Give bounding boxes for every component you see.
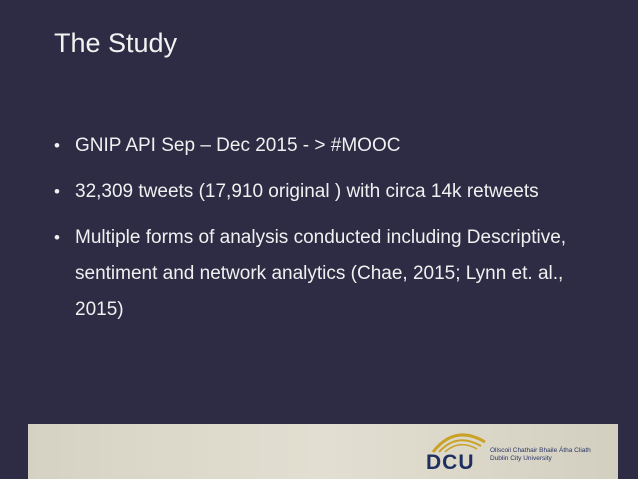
bullet-text: 32,309 tweets (17,910 original ) with circa 14k retweets — [75, 181, 539, 202]
bullet-item — [52, 174, 612, 210]
bullet-item — [52, 220, 612, 328]
logo-subtitle — [490, 447, 591, 463]
bullet-text: Multiple forms of analysis conducted including Descriptive, sentiment and network analytics (Chae, 2015; Lynn et. al., 2015) — [75, 227, 567, 320]
footer-band — [28, 424, 618, 479]
logo-wordmark: DCU — [426, 451, 475, 474]
bullet-list — [52, 128, 612, 338]
logo-line-english: Dublin City University — [490, 455, 552, 462]
bullet-marker: • — [54, 228, 60, 247]
bullet-text: GNIP API Sep – Dec 2015 - > #MOOC — [75, 135, 401, 156]
bullet-item — [52, 128, 612, 164]
logo-line-irish: Ollscoil Chathair Bhaile Átha Cliath — [490, 447, 591, 454]
bullet-marker: • — [54, 182, 60, 201]
bullet-marker: • — [54, 136, 60, 155]
slide-title: The Study — [54, 28, 178, 58]
